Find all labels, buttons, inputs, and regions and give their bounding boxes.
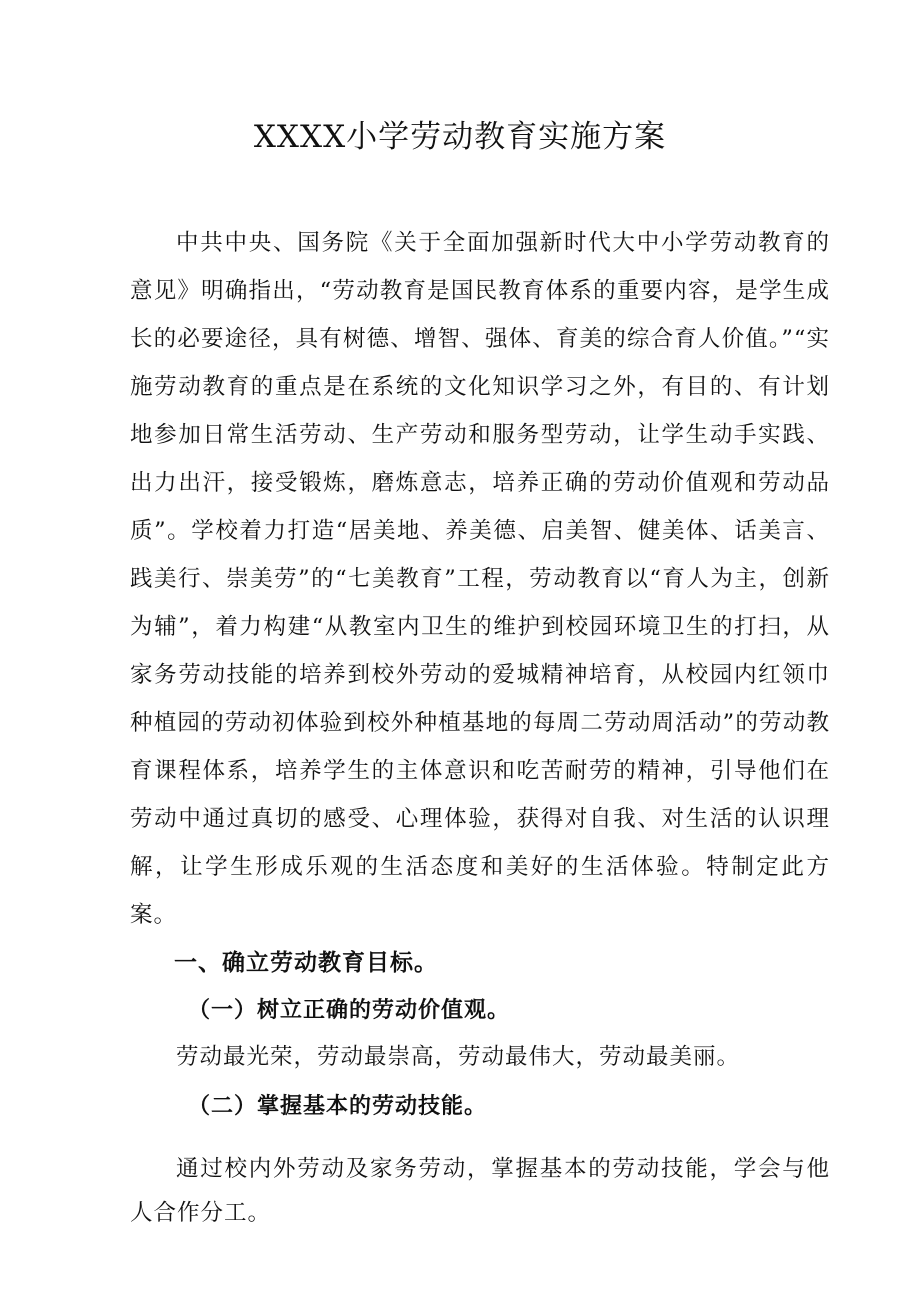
subsection-heading-2: （二）掌握基本的劳动技能。	[188, 1093, 488, 1119]
subsection-text-2: 通过校内外劳动及家务劳动，掌握基本的劳动技能，学会与他人合作分工。	[130, 1156, 830, 1226]
intro-paragraph: 中共中央、国务院《关于全面加强新时代大中小学劳动教育的意见》明确指出，“劳动教育是国民教育体系的重要内容，是学生成长的必要途径，具有树德、增智、强体、育美的综合育人价值。”“实施劳动教育的重点是在系统的文化知识学习之外，有目的、有计划地参加日常生活劳动、生产劳动和服务型劳动，让学生动手实践、出力出汗，接受锻炼，磨炼意志，培养正确的劳动价值观和劳动品质”。学校着力打造“居美地、养美德、启美智、健美体、话美言、践美行、崇美劳”的“七美教育”工程，劳动教育以“育人为主，创新为辅”，着力构建“从教室内卫生的维护到校园环境卫生的打扫，从家务劳动技能的培养到校外劳动的爱城精神培育，从校园内红领巾种植园的劳动初体验到校外种植基地的每周二劳动周活动”的劳动教育课程体系，培养学生的主体意识和吃苦耐劳的精神，引导他们在劳动中通过真切的感受、心理体验，获得对自我、对生活的认识理解，让学生形成乐观的生活态度和美好的生活体验。特制定此方案。	[130, 230, 830, 928]
section-heading-1: 一、确立劳动教育目标。	[174, 949, 438, 976]
subsection-heading-1: （一）树立正确的劳动价值观。	[188, 997, 511, 1023]
subsection-text-1: 劳动最光荣，劳动最崇高，劳动最伟大，劳动最美丽。	[176, 1044, 741, 1070]
document-title: XXXX小学劳动教育实施方案	[253, 119, 667, 155]
